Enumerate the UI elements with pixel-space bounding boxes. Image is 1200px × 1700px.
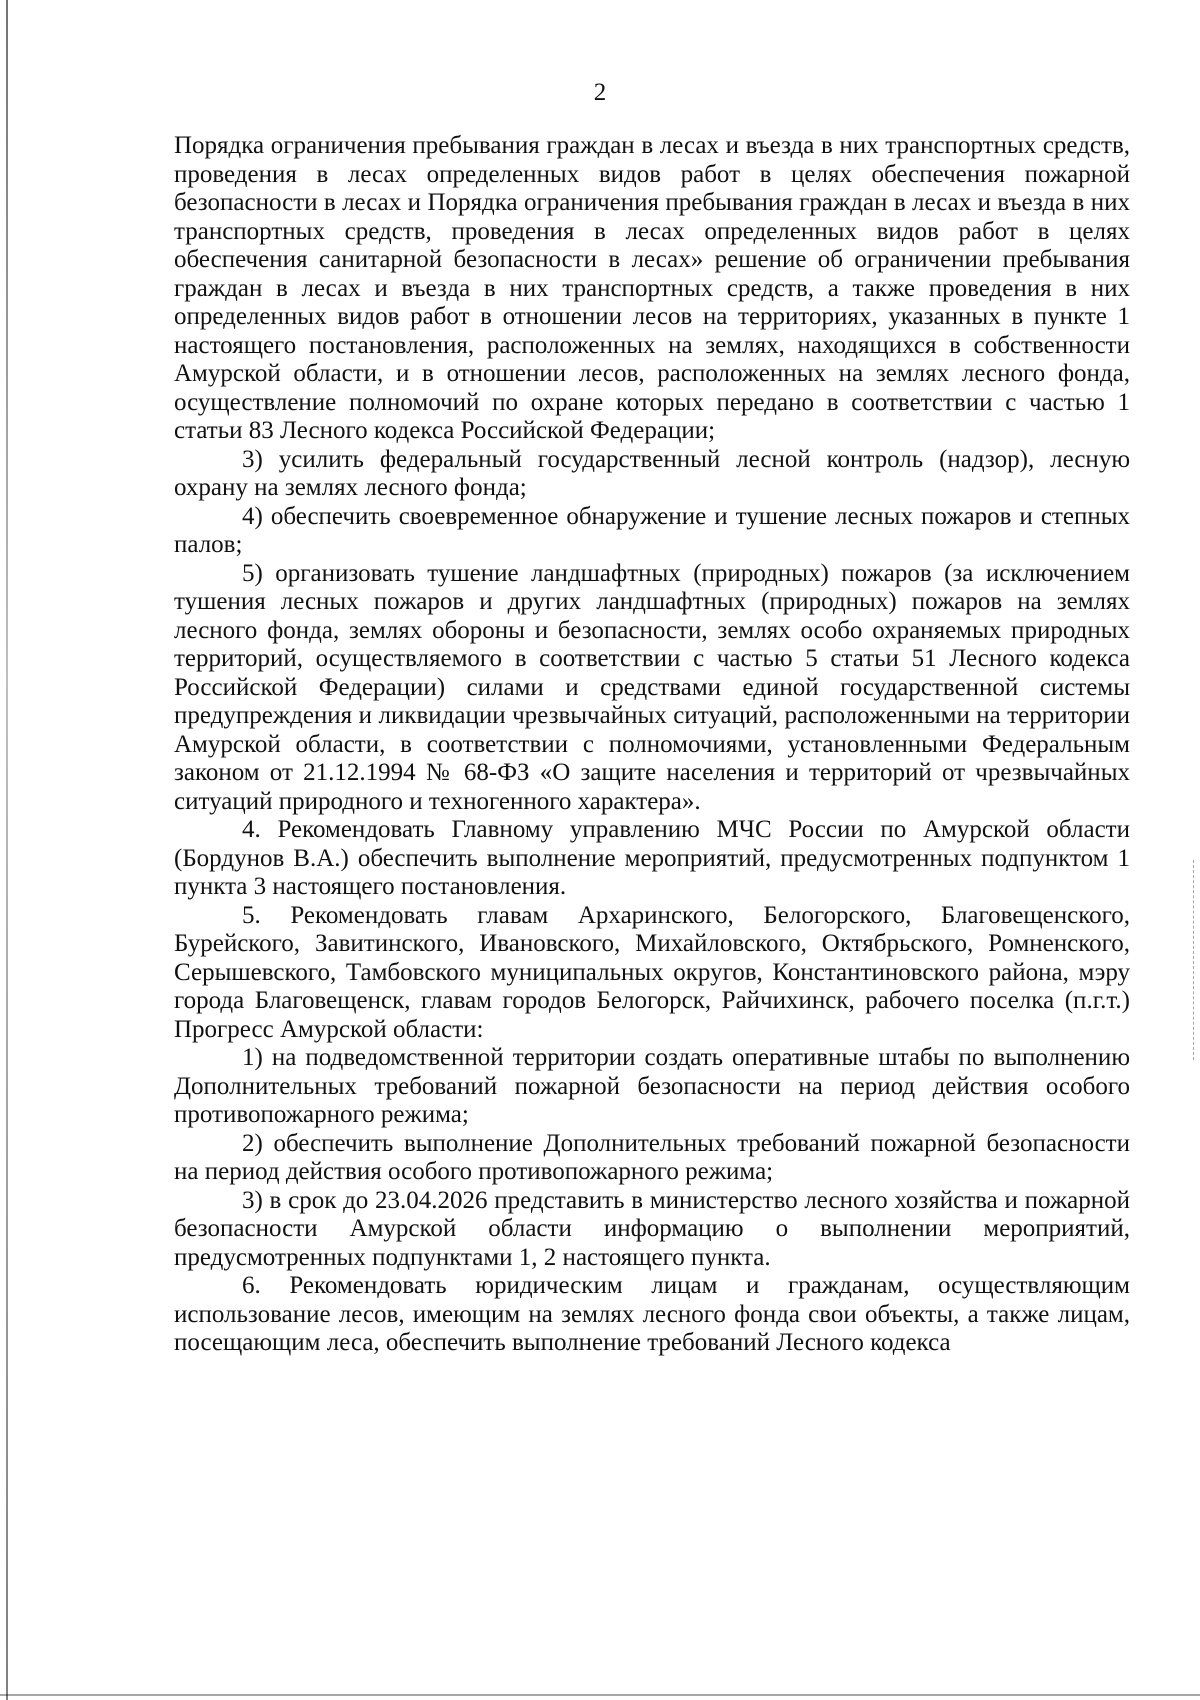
paragraph-section-5-item-1: 1) на подведомственной территории создать оперативные штабы по выполнению Дополнительных требований пожарной безопасности на период действия особого противопожарного режима; <box>174 1044 1130 1128</box>
page-number: 2 <box>593 79 607 106</box>
paragraph-item-3: 3) усилить федеральный государственный лесной контроль (надзор), лесную охрану на землях лесного фонда; <box>174 445 1130 501</box>
paragraph-section-6: 6. Рекомендовать юридическим лицам и гражданам, осуществляющим использование лесов, имеющим на землях лесного фонда свои объекты, а также лицам, посещающим леса, обеспечить выполнение требований Лесного кодекса <box>174 1272 1130 1356</box>
paragraph-item-5: 5) организовать тушение ландшафтных (природных) пожаров (за исключением тушения лесных пожаров и других ландшафтных (природных) пожаров на землях лесного фонда, землях обороны и безопасности, землях особо охраняемых природных территорий, осуществляемого в соответствии с частью 5 статьи 51 Лесного кодекса Российской Федерации) силами и средствами единой государственной системы предупреждения и ликвидации чрезвычайных ситуаций, расположенными на территории Амурской области, в соответствии с полномочиями, установленными Федеральным законом от 21.12.1994 № 68-ФЗ «О защите населения и территорий от чрезвычайных ситуаций природного и техногенного характера». <box>174 559 1130 815</box>
paragraph-section-5-item-3: 3) в срок до 23.04.2026 представить в министерство лесного хозяйства и пожарной безопасности Амурской области информацию о выполнении мероприятий, предусмотренных подпунктами 1, 2 настоящего пункта. <box>174 1186 1130 1271</box>
document-body <box>174 132 1130 1358</box>
paragraph-continuation: Порядка ограничения пребывания граждан в лесах и въезда в них транспортных средств, проведения в лесах определенных видов работ в целях обеспечения пожарной безопасности в лесах и Порядка ограничения пребывания граждан в лесах и въезда в них транспортных средств, проведения в лесах определенных видов работ в целях обеспечения санитарной безопасности в лесах» решение об ограничении пребывания граждан в лесах и въезда в них транспортных средств, а также проведения в них определенных видов работ в отношении лесов на территориях, указанных в пункте 1 настоящего постановления, расположенных на землях, находящихся в собственности Амурской области, и в отношении лесов, расположенных на землях лесного фонда, осуществление полномочий по охране которых передано в соответствии с частью 1 статьи 83 Лесного кодекса Российской Федерации; <box>174 132 1130 444</box>
paragraph-item-4: 4) обеспечить своевременное обнаружение и тушение лесных пожаров и степных палов; <box>174 502 1130 558</box>
scan-edge-bottom <box>0 1694 1200 1696</box>
paragraph-section-5: 5. Рекомендовать главам Архаринского, Белогорского, Благовещенского, Бурейского, Завитинского, Ивановского, Михайловского, Октябрьского, Ромненского, Серышевского, Тамбовского муниципальных округов, Константиновского района, мэру города Благовещенск, главам городов Белогорск, Райчихинск, рабочего поселка (п.г.т.) Прогресс Амурской области: <box>174 901 1130 1043</box>
scan-edge-left <box>6 0 8 1700</box>
paragraph-section-5-item-2: 2) обеспечить выполнение Дополнительных требований пожарной безопасности на период действия особого противопожарного режима; <box>174 1129 1130 1185</box>
scan-edge-right <box>1192 860 1194 1060</box>
paragraph-section-4: 4. Рекомендовать Главному управлению МЧС России по Амурской области (Бордунов В.А.) обеспечить выполнение мероприятий, предусмотренных подпунктом 1 пункта 3 настоящего постановления. <box>174 816 1130 900</box>
